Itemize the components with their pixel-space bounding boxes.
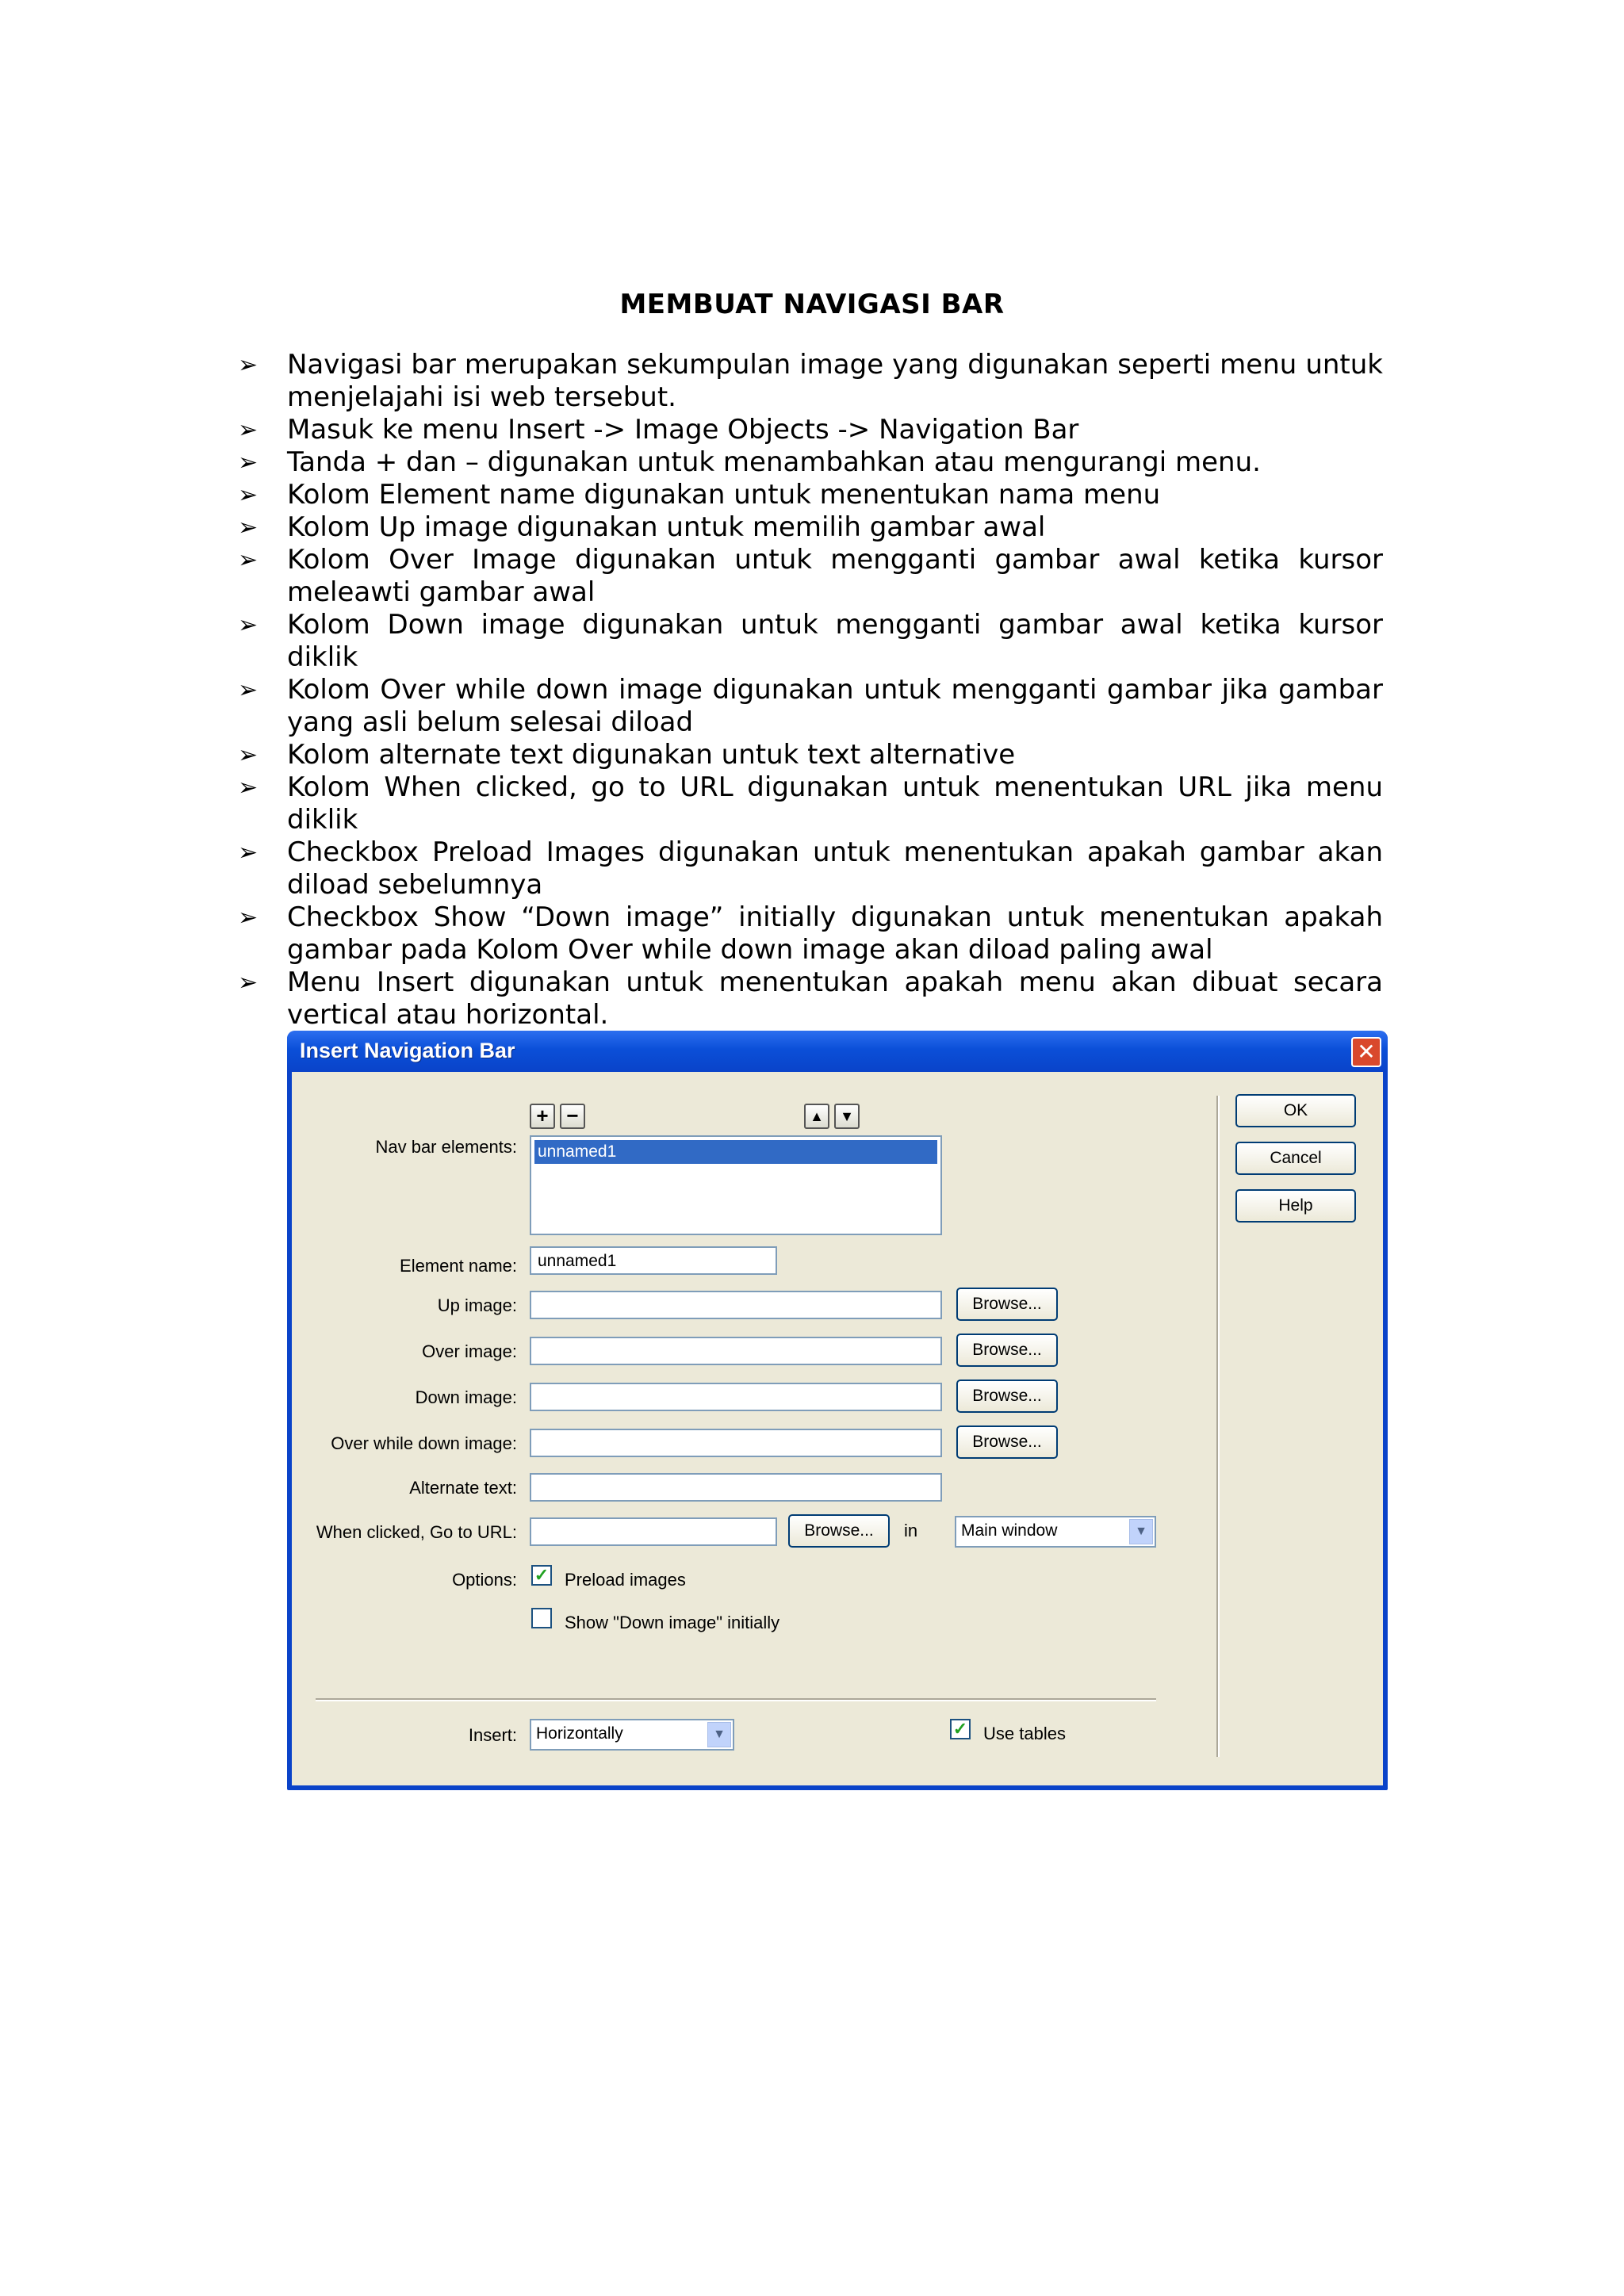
move-up-button[interactable]: ▲	[804, 1104, 829, 1129]
arrow-bullet-icon: ➢	[238, 546, 259, 574]
preload-images-label: Preload images	[565, 1570, 686, 1590]
add-element-button[interactable]: +	[530, 1104, 555, 1129]
up-image-browse-button[interactable]: Browse...	[956, 1288, 1058, 1321]
arrow-bullet-icon: ➢	[238, 676, 259, 704]
cancel-button[interactable]: Cancel	[1235, 1142, 1356, 1175]
alternate-text-input[interactable]	[530, 1473, 942, 1502]
bullet-list	[238, 349, 1383, 1031]
document-title: MEMBUAT NAVIGASI BAR	[619, 289, 1005, 320]
over-while-down-label: Over while down image:	[331, 1433, 517, 1453]
element-name-input[interactable]: unnamed1	[530, 1246, 777, 1275]
over-image-input[interactable]	[530, 1337, 942, 1365]
over-image-browse-button[interactable]: Browse...	[956, 1334, 1058, 1367]
list-item	[238, 479, 1383, 511]
dialog-titlebar[interactable]	[287, 1031, 1388, 1072]
bullet-text: Navigasi bar merupakan sekumpulan image yang digunakan seperti menu untuk menjelajahi isi web tersebut.	[287, 349, 1383, 413]
over-image-label: Over image:	[422, 1341, 517, 1361]
list-item	[238, 414, 1383, 446]
target-window-value: Main window	[961, 1521, 1058, 1540]
nav-bar-elements-label: Nav bar elements:	[375, 1137, 517, 1157]
help-button[interactable]: Help	[1235, 1189, 1356, 1223]
vertical-divider	[1216, 1096, 1220, 1757]
insert-orientation-value: Horizontally	[536, 1724, 623, 1743]
show-down-image-label: Show "Down image" initially	[565, 1613, 780, 1632]
bullet-text: Checkbox Preload Images digunakan untuk menentukan apakah gambar akan diload sebelumnya	[287, 836, 1383, 901]
down-image-input[interactable]	[530, 1383, 942, 1411]
preload-images-checkbox[interactable]: ✓	[531, 1565, 552, 1586]
bullet-text: Kolom Over Image digunakan untuk mengganti gambar awal ketika kursor meleawti gambar awal	[287, 544, 1383, 608]
insert-orientation-select[interactable]	[530, 1719, 734, 1751]
arrow-bullet-icon: ➢	[238, 839, 259, 867]
arrow-bullet-icon: ➢	[238, 449, 259, 476]
url-input[interactable]	[530, 1517, 777, 1546]
list-item	[238, 544, 1383, 609]
bullet-text: Checkbox Show “Down image” initially digunakan untuk menentukan apakah gambar pada Kolom Over while down image akan diload paling awal	[287, 901, 1383, 966]
move-down-button[interactable]: ▼	[834, 1104, 860, 1129]
down-image-browse-button[interactable]: Browse...	[956, 1380, 1058, 1413]
arrow-bullet-icon: ➢	[238, 481, 259, 509]
arrow-bullet-icon: ➢	[238, 611, 259, 639]
down-image-label: Down image:	[415, 1387, 517, 1407]
arrow-bullet-icon: ➢	[238, 351, 259, 379]
chevron-down-icon[interactable]: ▼	[1129, 1519, 1153, 1544]
bullet-text: Kolom Element name digunakan untuk menentukan nama menu	[287, 479, 1161, 511]
insert-label: Insert:	[468, 1725, 517, 1745]
up-image-label: Up image:	[437, 1295, 517, 1315]
list-item	[238, 966, 1383, 1031]
when-clicked-label: When clicked, Go to URL:	[316, 1522, 517, 1542]
bullet-text: Kolom Up image digunakan untuk memilih gambar awal	[287, 511, 1046, 543]
over-while-down-input[interactable]	[530, 1429, 942, 1457]
list-item	[238, 674, 1383, 739]
list-item	[238, 609, 1383, 674]
arrow-bullet-icon: ➢	[238, 741, 259, 769]
show-down-image-checkbox[interactable]	[531, 1608, 552, 1628]
bullet-text: Kolom Over while down image digunakan untuk mengganti gambar jika gambar yang asli belum selesai diload	[287, 674, 1383, 738]
nav-bar-elements-list[interactable]	[530, 1135, 942, 1235]
list-item	[238, 349, 1383, 414]
close-button[interactable]: ✕	[1351, 1037, 1381, 1067]
ok-button[interactable]: OK	[1235, 1094, 1356, 1127]
up-image-input[interactable]	[530, 1291, 942, 1319]
in-label: in	[904, 1521, 918, 1540]
remove-element-button[interactable]: −	[560, 1104, 585, 1129]
separator	[316, 1698, 1156, 1701]
dialog-title: Insert Navigation Bar	[300, 1039, 515, 1062]
list-item	[238, 901, 1383, 966]
list-item[interactable]: unnamed1	[534, 1140, 937, 1164]
list-item	[238, 836, 1383, 901]
list-item	[238, 511, 1383, 544]
arrow-bullet-icon: ➢	[238, 514, 259, 541]
bullet-text: Menu Insert digunakan untuk menentukan apakah menu akan dibuat secara vertical atau horizontal.	[287, 966, 1383, 1031]
list-item	[238, 771, 1383, 836]
use-tables-checkbox[interactable]: ✓	[950, 1719, 971, 1739]
use-tables-label: Use tables	[983, 1724, 1066, 1743]
element-name-label: Element name:	[400, 1256, 517, 1276]
bullet-text: Kolom alternate text digunakan untuk text alternative	[287, 739, 1016, 771]
bullet-text: Kolom Down image digunakan untuk mengganti gambar awal ketika kursor diklik	[287, 609, 1383, 673]
bullet-text: Masuk ke menu Insert -> Image Objects -> Navigation Bar	[287, 414, 1079, 446]
dialog-body	[292, 1072, 1383, 1785]
chevron-down-icon[interactable]: ▼	[707, 1722, 731, 1747]
list-item	[238, 446, 1383, 479]
bullet-text: Kolom When clicked, go to URL digunakan untuk menentukan URL jika menu diklik	[287, 771, 1383, 836]
over-while-down-browse-button[interactable]: Browse...	[956, 1425, 1058, 1459]
arrow-bullet-icon: ➢	[238, 904, 259, 932]
url-browse-button[interactable]: Browse...	[788, 1514, 890, 1548]
list-item	[238, 739, 1383, 771]
bullet-text: Tanda + dan – digunakan untuk menambahkan atau mengurangi menu.	[287, 446, 1261, 478]
arrow-bullet-icon: ➢	[238, 969, 259, 997]
arrow-bullet-icon: ➢	[238, 774, 259, 802]
alternate-text-label: Alternate text:	[409, 1478, 517, 1498]
arrow-bullet-icon: ➢	[238, 416, 259, 444]
insert-navigation-bar-dialog	[287, 1031, 1388, 1790]
options-label: Options:	[452, 1570, 517, 1590]
target-window-select[interactable]	[955, 1516, 1156, 1548]
